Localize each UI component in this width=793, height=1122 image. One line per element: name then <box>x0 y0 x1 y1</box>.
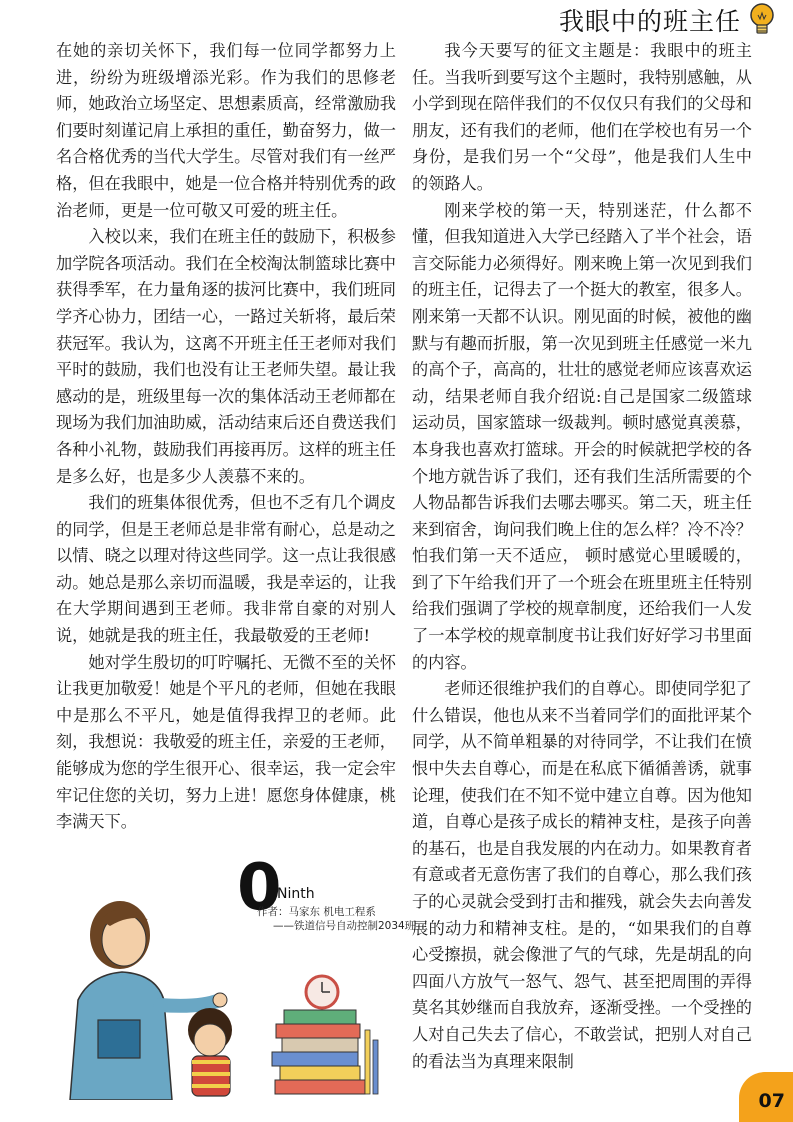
paragraph: 入校以来，我们在班主任的鼓励下，积极参加学院各项活动。我们在全校淘汰制篮球比赛中获得季军，在力量角逐的拔河比赛中，我们班同学齐心协力，团结一心，一路过关斩将，最后荣获冠军。我认为，这离不开班主任王老师对我们平时的鼓励，我们也没有让王老师失望。最让我感动的是，班级里每一次的集体活动王老师都在现场为我们加油助威，活动结束后还自费送我们各种小礼物，鼓励我们再接再厉。这样的班主任是多么好，也是多少人羡慕不来的。 <box>56 227 396 486</box>
left-column <box>56 38 396 836</box>
paragraph: 老师还很维护我们的自尊心。即使同学犯了什么错误，他也从来不当着同学们的面批评某个同学，从不简单粗暴的对待同学，不让我们在愤恨中失去自尊心，而是在私底下循循善诱，就事论理，使我们在不知不觉中建立自尊。因为他知道，自尊心是孩子成长的精神支柱，是孩子向善的基石，也是自我发展的内在动力。如果教育者有意或者无意伤害了我们的自尊心，那么我们孩子的心灵就会受到打击和摧残，就会失去向善发展的动力和精神支柱。是的，“如果我们的自尊心受擦损，就会像泄了气的气球，先是胡乱的向四面八方放气一怒气、怨气、甚至把周围的弄得莫名其妙继而自我放弃，逐渐受挫。一个受挫的人对自己失去了信心，不敢尝试，把别人对自己的看法当为真理来限制 <box>412 679 752 1071</box>
right-column <box>412 38 752 1075</box>
page-number: 07 <box>758 1090 785 1112</box>
lightbulb-icon <box>745 0 779 40</box>
page-title: 我眼中的班主任 <box>558 7 741 36</box>
class-line: ——铁道信号自动控制2034班 <box>273 920 416 932</box>
author-line: 作者：马家东 机电工程系 <box>257 906 376 918</box>
ninth-numeral: 0 <box>237 851 282 925</box>
paragraph: 我们的班集体很优秀，但也不乏有几个调皮的同学，但是王老师总是非常有耐心，总是动之以情、晓之以理对待这些同学。这一点让我很感动。她总是那么亲切而温暖，我是幸运的，让我在大学期间遇到王老师。我非常自豪的对别人说，她就是我的班主任，我最敬爱的王老师! <box>56 493 396 646</box>
paragraph: 在她的亲切关怀下，我们每一位同学都努力上进，纷纷为班级增添光彩。作为我们的思修老师，她政治立场坚定、思想素质高，经常激励我们要时刻谨记肩上承担的重任，勤奋努力，做一名合格优秀的当代大学生。尽管对我们有一丝严格，但在我眼中，她是一位合格并特别优秀的政治老师，更是一位可敬又可爱的班主任。 <box>56 41 396 220</box>
paragraph: 刚来学校的第一天，特别迷茫，什么都不懂，但我知道进入大学已经踏入了半个社会，语言交际能力必须得好。刚来晚上第一次见到我们的班主任，记得去了一个挺大的教室，很多人。刚来第一天都不认识。刚见面的时候，被他的幽默与有趣而折服，第一次见到班主任感觉一米九的高个子，高高的，壮壮的感觉老师应该喜欢运动，结果老师自我介绍说:自己是国家二级篮球运动员，国家篮球一级裁判。顿时感觉真羡慕，本身我也喜欢打篮球。开会的时候就把学校的各个地方就告诉了我们，还有我们生活所需要的个人物品都告诉我们去哪去哪买。第二天，班主任来到宿舍，询问我们晚上住的怎么样？冷不冷？怕我们第一天不适应， 顿时感觉心里暖暖的，到了下午给我们开了一个班会在班里班主任特别给我们强调了学校的规章制度，还给我们一人发了一本学校的规章制度书让我们好好学习书里面的内容。 <box>412 200 752 672</box>
paragraph: 我今天要写的征文主题是：我眼中的班主任。当我听到要写这个主题时，我特别感触，从小学到现在陪伴我们的不仅仅只有我们的父母和朋友，还有我们的老师，他们在学校也有另一个身份，是我们另一个“父母”，他是我们人生中的领路人。 <box>412 41 752 193</box>
teacher-student-illustration <box>60 880 390 1100</box>
paragraph: 她对学生殷切的叮咛嘱托、无微不至的关怀让我更加敬爱！她是个平凡的老师，但她在我眼中是那么不平凡，她是值得我捍卫的老师。此刻，我想说：我敬爱的班主任，亲爱的王老师，能够成为您的学生很开心、很幸运，我一定会牢牢记住您的关切，努力上进！愿您身体健康，桃李满天下。 <box>56 652 396 832</box>
ninth-label: Ninth <box>277 886 315 902</box>
